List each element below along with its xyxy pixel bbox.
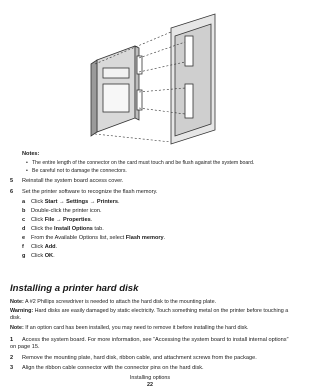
notes-list: [26, 160, 288, 175]
note-bullet: • Be careful not to damage the connectors.: [26, 168, 288, 176]
substep-d: d Click the Install Options tab.: [22, 226, 104, 232]
footer-section: Installing options: [129, 375, 171, 381]
page-number: 22: [147, 382, 153, 388]
board-connector-top: [185, 36, 193, 66]
step-6: [10, 189, 290, 196]
section-title: Installing a printer hard disk: [10, 283, 139, 294]
substep-g: g Click OK.: [22, 253, 55, 259]
substep-a: a Click Start → Settings → Printers.: [22, 199, 120, 205]
hd-step-1: 1 Access the system board. For more information, see “Accessing the system board to install internal options” on page 15.: [10, 337, 289, 351]
note-option-card: Note: If an option card has been installed, you may need to remove it before installing the hard disk.: [10, 325, 249, 331]
warning-static: Warning: Hard disks are easily damaged by static electricity. Touch something metal on the printer before touching a disk.: [10, 308, 289, 322]
step-5: [10, 178, 290, 185]
notes-label: Notes:: [22, 151, 40, 157]
step-text: Reinstall the system board access cover.: [22, 178, 124, 184]
hd-step-2: 2 Remove the mounting plate, hard disk, ribbon cable, and attachment screws from the package.: [10, 355, 257, 361]
substep-e: e From the Available Options list, select Flash memory.: [22, 235, 166, 241]
note-bullet: • The entire length of the connector on the card must touch and be flush against the system board.: [26, 160, 288, 168]
hd-step-3: 3 Align the ribbon cable connector with the connector pins on the hard disk.: [10, 365, 204, 371]
board-connector-bottom: [185, 84, 193, 118]
flash-card-installation-illustration: [75, 6, 235, 146]
substep-f: f Click Add.: [22, 244, 58, 250]
substep-c: c Click File → Properties.: [22, 217, 93, 223]
step-text: Set the printer software to recognize the flash memory.: [22, 189, 158, 195]
step-number: 5: [10, 178, 14, 184]
substep-b: b Double-click the printer icon.: [22, 208, 102, 214]
step-number: 6: [10, 189, 14, 195]
note-screwdriver: Note: A #2 Phillips screwdriver is needed to attach the hard disk to the mounting plate.: [10, 299, 217, 305]
